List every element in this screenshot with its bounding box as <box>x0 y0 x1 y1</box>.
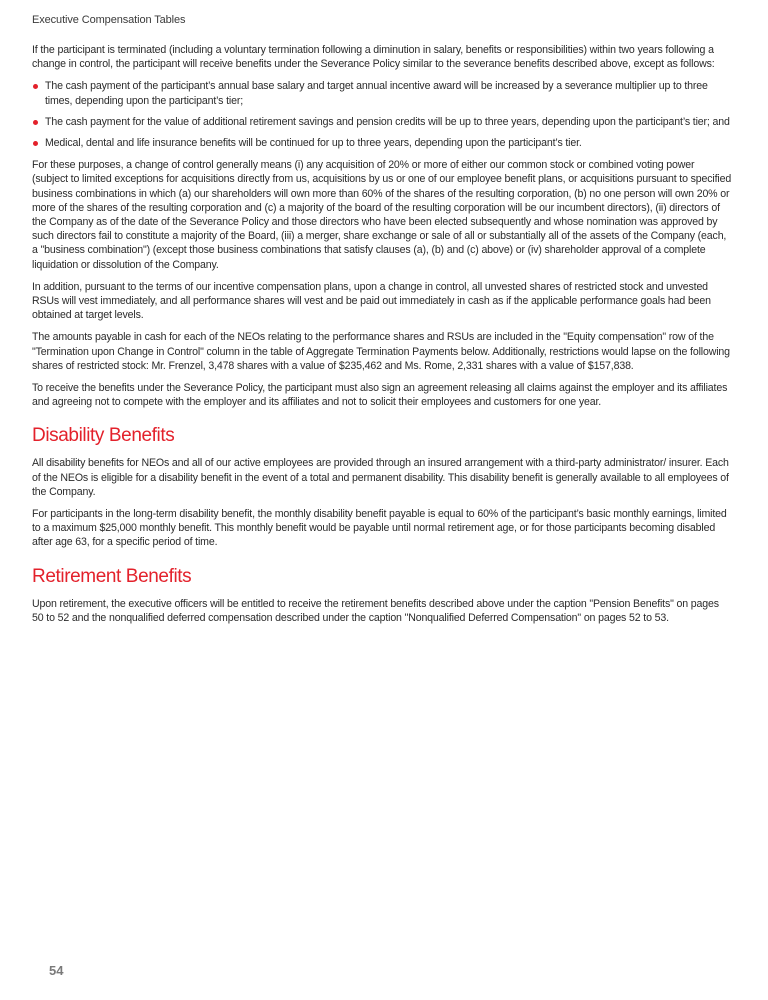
list-item <box>32 79 732 107</box>
change-in-control-intro: If the participant is terminated (including a voluntary termination following a diminution in salary, benefits or responsibilities) within two years following a change in control, the participant will receive benefits under the Severance Policy similar to the severance benefits described above, except as follows: <box>32 44 715 71</box>
disability-benefits-heading: Disability Benefits <box>32 425 175 447</box>
retirement-paragraph: Upon retirement, the executive officers will be entitled to receive the retirement benefits described above under the caption "Pension Benefits" on pages 50 to 52 and the nonqualified deferred compensation described under the caption "Nonqualified Deferred Compensation" on pages 52 to 53. <box>32 597 719 624</box>
retirement-benefits-section <box>32 566 732 625</box>
list-item-text: The cash payment for the value of additional retirement savings and pension credits will be up to three years, depending upon the participant’s tier; and <box>45 115 730 128</box>
change-in-control-section <box>32 43 732 409</box>
amounts-payable-paragraph: The amounts payable in cash for each of the NEOs relating to the performance shares and RSUs are included in the "Equity compensation" row of the "Termination upon Change in Control" column in the table of Aggregate Termination Payments below. Additionally, restrictions would lapse on the following shares of restricted stock: Mr. Frenzel, 3,478 shares with a value of $235,462 and Ms. Rome, 2,331 shares with a value of $157,838. <box>32 331 730 372</box>
list-item-text: The cash payment of the participant’s annual base salary and target annual incentive award will be increased by a severance multiplier up to three times, depending upon the participant’s tier; <box>45 80 708 107</box>
disability-benefits-section <box>32 425 732 549</box>
bullet-icon <box>33 120 38 125</box>
change-of-control-definition: For these purposes, a change of control generally means (i) any acquisition of 20% or more of either our common stock or combined voting power (subject to limited exceptions for acquisitions directly from us, acquisitions by us or one of our employee benefit plans, or acquisitions pursuant to specified business combinations in which (a) our shareholders will own more than 60% of the shares of the resulting corporation, (b) no one person will own 20% or more of the shares of the resulting corporation and (c) a majority of the board of the resulting corporation will be our incumbent directors), (ii) directors of the Company as of the date of the Severance Policy and those directors who have been elected subsequently and whose nomination was approved by such directors fail to constitute a majority of the Board, (iii) a merger, share exchange or sale of all or substantially all of the assets of the Company (each, a "business combination") (except those business combinations that satisfy clauses (a), (b) and (c) above) or (iv) shareholder approval of a complete liquidation or dissolution of the Company. <box>32 159 732 271</box>
running-header: Executive Compensation Tables <box>32 14 186 26</box>
page-number: 54 <box>49 963 64 978</box>
list-item <box>32 136 732 150</box>
release-agreement-paragraph: To receive the benefits under the Severance Policy, the participant must also sign an agreement releasing all claims against the employer and its affiliates and agreeing not to compete with the employer and its affiliates and not to solicit their employees and customers for one year. <box>32 382 728 409</box>
list-item-text: Medical, dental and life insurance benefits will be continued for up to three years, depending upon the participant’s tier. <box>45 137 582 150</box>
list-item <box>32 115 732 129</box>
disability-paragraph: All disability benefits for NEOs and all of our active employees are provided through an insured arrangement with a third-party administrator/ insurer. Each of the NEOs is eligible for a disability benefit in the event of a total and permanent disability. This disability benefit is generally available to all employees of the Company. <box>32 457 729 498</box>
change-in-control-benefits-list <box>32 79 732 150</box>
bullet-icon <box>33 141 38 146</box>
retirement-benefits-heading: Retirement Benefits <box>32 565 192 587</box>
bullet-icon <box>33 84 38 89</box>
page-content <box>32 43 732 633</box>
equity-vesting-paragraph: In addition, pursuant to the terms of our incentive compensation plans, upon a change in control, all unvested shares of restricted stock and unvested RSUs will vest immediately, and all performance shares will vest and be paid out immediately in cash as if the applicable performance goals had been obtained at target levels. <box>32 280 711 322</box>
disability-paragraph: For participants in the long-term disability benefit, the monthly disability benefit payable is equal to 60% of the participant’s basic monthly earnings, limited to a maximum $25,000 monthly benefit. This monthly benefit would be payable until normal retirement age, or for those participants becoming disabled after age 63, for a specific period of time. <box>32 508 727 549</box>
